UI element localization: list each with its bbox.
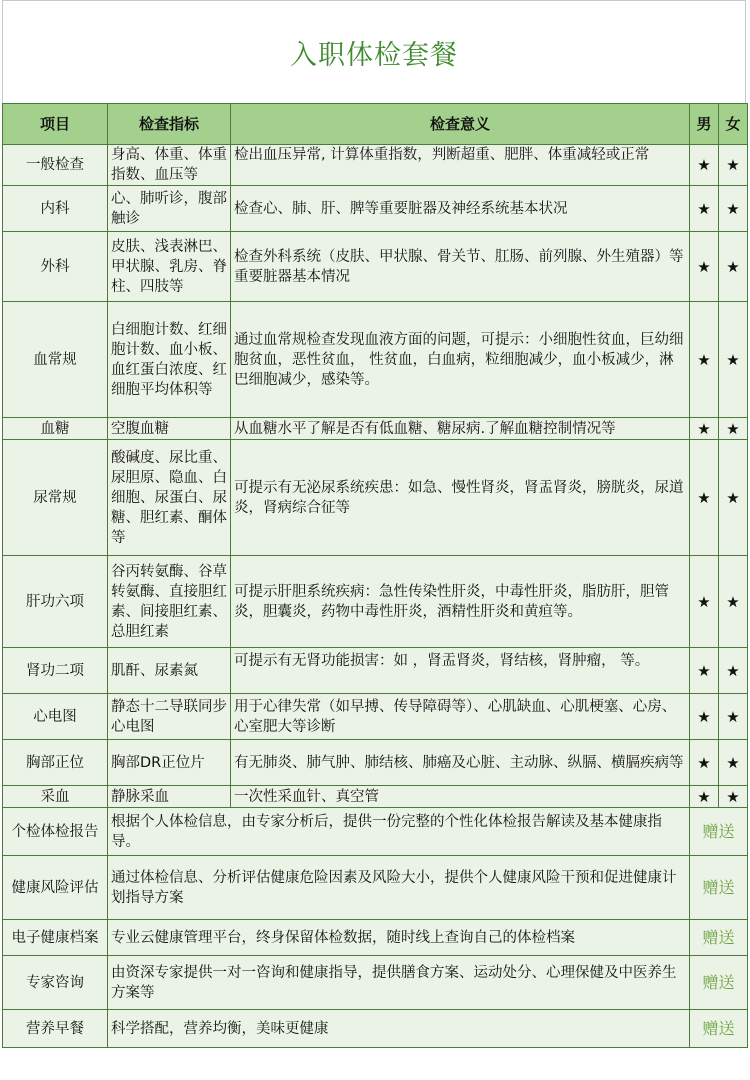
service-desc: 科学搭配，营养均衡，美味更健康 bbox=[108, 1010, 690, 1048]
row-indicator: 皮肤、浅表淋巴、甲状腺、乳房、脊柱、四肢等 bbox=[108, 232, 231, 302]
row-meaning: 可提示肝胆系统疾病：急性传染性肝炎，中毒性肝炎，脂肪肝，胆管炎，胆囊炎，药物中毒性肝炎，酒精性肝炎和黄疸等。 bbox=[231, 556, 690, 648]
row-meaning: 用于心律失常（如早搏、传导障碍等）、心肌缺血、心肌梗塞、心房、心室肥大等诊断 bbox=[231, 694, 690, 740]
row-meaning: 可提示有无泌尿系统疾患：如急、慢性肾炎，肾盂肾炎，膀胱炎，尿道炎，肾病综合征等 bbox=[231, 440, 690, 556]
row-male-star: ★ bbox=[690, 440, 719, 556]
row-female-star: ★ bbox=[719, 145, 748, 186]
row-indicator: 白细胞计数、红细胞计数、血小板、血红蛋白浓度、红细胞平均体积等 bbox=[108, 302, 231, 418]
service-desc: 根据个人体检信息，由专家分析后，提供一份完整的个性化体检报告解读及基本健康指导。 bbox=[108, 808, 690, 856]
row-female-star: ★ bbox=[719, 740, 748, 786]
table-row bbox=[3, 740, 748, 786]
title-box bbox=[2, 0, 746, 103]
row-indicator: 身高、体重、体重指数、血压等 bbox=[108, 145, 231, 186]
row-indicator: 酸碱度、尿比重、尿胆原、隐血、白细胞、尿蛋白、尿糖、胆红素、酮体等 bbox=[108, 440, 231, 556]
row-item: 血常规 bbox=[3, 302, 108, 418]
row-item: 心电图 bbox=[3, 694, 108, 740]
table-row bbox=[3, 186, 748, 232]
row-female-star: ★ bbox=[719, 232, 748, 302]
table-row bbox=[3, 232, 748, 302]
row-item: 肾功二项 bbox=[3, 648, 108, 694]
service-row bbox=[3, 956, 748, 1010]
table-row bbox=[3, 440, 748, 556]
service-item: 营养早餐 bbox=[3, 1010, 108, 1048]
row-female-star: ★ bbox=[719, 418, 748, 440]
row-item: 外科 bbox=[3, 232, 108, 302]
row-item: 内科 bbox=[3, 186, 108, 232]
row-indicator: 肌酐、尿素氮 bbox=[108, 648, 231, 694]
row-meaning: 一次性采血针、真空管 bbox=[231, 786, 690, 808]
row-female-star: ★ bbox=[719, 694, 748, 740]
row-male-star: ★ bbox=[690, 418, 719, 440]
row-indicator: 静脉采血 bbox=[108, 786, 231, 808]
service-row bbox=[3, 808, 748, 856]
row-male-star: ★ bbox=[690, 186, 719, 232]
row-female-star: ★ bbox=[719, 186, 748, 232]
service-desc: 由资深专家提供一对一咨询和健康指导，提供膳食方案、运动处分、心理保健及中医养生方案等 bbox=[108, 956, 690, 1010]
table-row bbox=[3, 145, 748, 186]
service-gift-badge: 赠送 bbox=[690, 808, 748, 856]
row-item: 尿常规 bbox=[3, 440, 108, 556]
service-desc: 通过体检信息、分析评估健康危险因素及风险大小，提供个人健康风险干预和促进健康计划指导方案 bbox=[108, 856, 690, 920]
row-meaning: 检查外科系统（皮肤、甲状腺、骨关节、肛肠、前列腺、外生殖器）等重要脏器基本情况 bbox=[231, 232, 690, 302]
service-desc: 专业云健康管理平台，终身保留体检数据，随时线上查询自己的体检档案 bbox=[108, 920, 690, 956]
row-female-star: ★ bbox=[719, 302, 748, 418]
row-item: 血糖 bbox=[3, 418, 108, 440]
table-row bbox=[3, 302, 748, 418]
row-item: 一般检查 bbox=[3, 145, 108, 186]
row-meaning: 检查心、肺、肝、脾等重要脏器及神经系统基本状况 bbox=[231, 186, 690, 232]
table-row bbox=[3, 418, 748, 440]
header-meaning: 检查意义 bbox=[231, 104, 690, 145]
service-gift-badge: 赠送 bbox=[690, 1010, 748, 1048]
service-row bbox=[3, 1010, 748, 1048]
row-male-star: ★ bbox=[690, 556, 719, 648]
row-meaning: 可提示有无肾功能损害：如 ，肾盂肾炎，肾结核，肾肿瘤， 等。 bbox=[231, 648, 690, 694]
row-indicator: 谷丙转氨酶、谷草转氨酶、直接胆红素、间接胆红素、总胆红素 bbox=[108, 556, 231, 648]
service-item: 健康风险评估 bbox=[3, 856, 108, 920]
row-meaning: 通过血常规检查发现血液方面的问题，可提示：小细胞性贫血，巨幼细胞贫血，恶性贫血， 性贫血，白血病，粒细胞减少，血小板减少，淋巴细胞减少，感染等。 bbox=[231, 302, 690, 418]
row-item: 胸部正位 bbox=[3, 740, 108, 786]
row-female-star: ★ bbox=[719, 648, 748, 694]
service-gift-badge: 赠送 bbox=[690, 956, 748, 1010]
service-row bbox=[3, 856, 748, 920]
row-female-star: ★ bbox=[719, 786, 748, 808]
row-indicator: 胸部DR正位片 bbox=[108, 740, 231, 786]
row-indicator: 空腹血糖 bbox=[108, 418, 231, 440]
row-meaning: 有无肺炎、肺气肿、肺结核、肺癌及心脏、主动脉、纵膈、横膈疾病等 bbox=[231, 740, 690, 786]
row-meaning: 从血糖水平了解是否有低血糖、糖尿病.了解血糖控制情况等 bbox=[231, 418, 690, 440]
header-male: 男 bbox=[690, 104, 719, 145]
row-meaning: 检出血压异常, 计算体重指数，判断超重、肥胖、体重减轻或正常 bbox=[231, 145, 690, 186]
header-item: 项目 bbox=[3, 104, 108, 145]
service-row bbox=[3, 920, 748, 956]
row-male-star: ★ bbox=[690, 786, 719, 808]
service-item: 专家咨询 bbox=[3, 956, 108, 1010]
row-male-star: ★ bbox=[690, 648, 719, 694]
table-row bbox=[3, 556, 748, 648]
checkup-table bbox=[2, 103, 748, 1048]
row-indicator: 静态十二导联同步心电图 bbox=[108, 694, 231, 740]
header-indicator: 检查指标 bbox=[108, 104, 231, 145]
table-row bbox=[3, 648, 748, 694]
page-title: 入职体检套餐 bbox=[290, 39, 458, 71]
table-row bbox=[3, 786, 748, 808]
service-gift-badge: 赠送 bbox=[690, 920, 748, 956]
row-female-star: ★ bbox=[719, 440, 748, 556]
row-male-star: ★ bbox=[690, 145, 719, 186]
row-male-star: ★ bbox=[690, 232, 719, 302]
row-item: 采血 bbox=[3, 786, 108, 808]
row-indicator: 心、肺听诊，腹部触诊 bbox=[108, 186, 231, 232]
row-female-star: ★ bbox=[719, 556, 748, 648]
header-row bbox=[3, 104, 748, 145]
row-male-star: ★ bbox=[690, 694, 719, 740]
row-item: 肝功六项 bbox=[3, 556, 108, 648]
service-item: 电子健康档案 bbox=[3, 920, 108, 956]
row-male-star: ★ bbox=[690, 740, 719, 786]
table-row bbox=[3, 694, 748, 740]
service-item: 个检体检报告 bbox=[3, 808, 108, 856]
row-male-star: ★ bbox=[690, 302, 719, 418]
service-gift-badge: 赠送 bbox=[690, 856, 748, 920]
header-female: 女 bbox=[719, 104, 748, 145]
